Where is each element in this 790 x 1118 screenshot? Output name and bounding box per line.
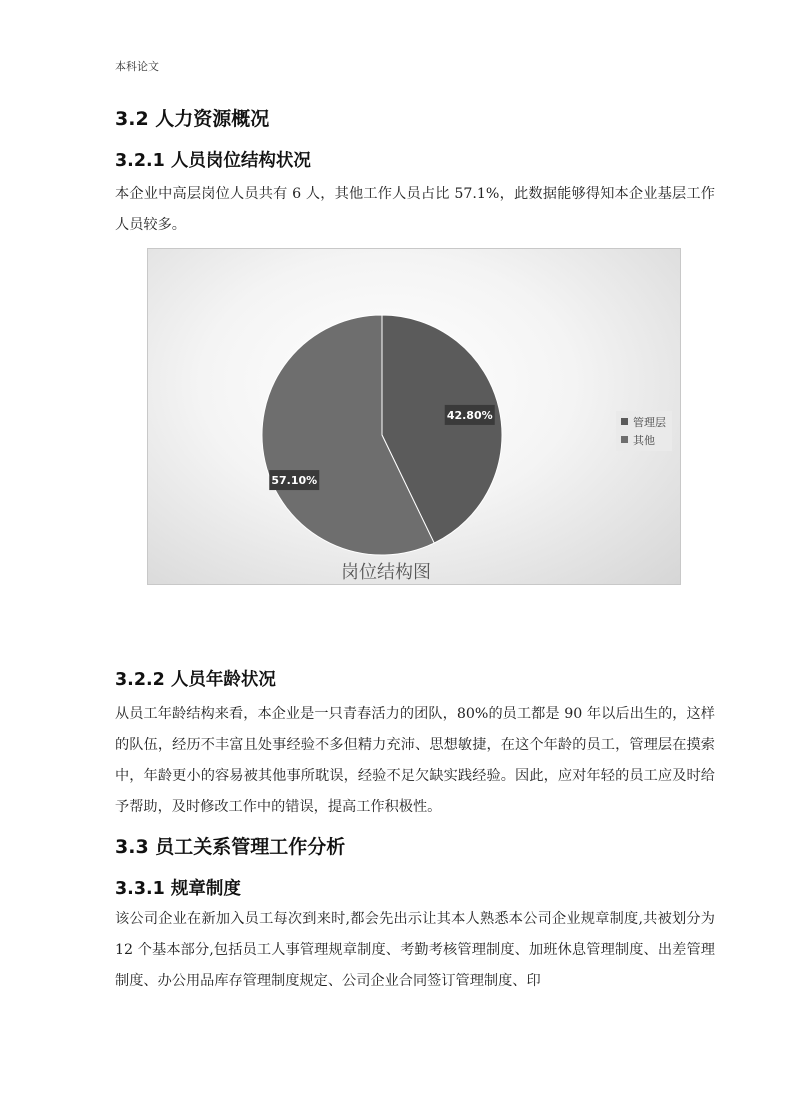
pie-chart-svg	[148, 249, 682, 586]
legend-swatch	[621, 418, 628, 425]
running-header: 本科论文	[115, 60, 159, 73]
pie-data-label	[269, 470, 319, 490]
section-heading-3-3-1: 3.3.1 规章制度	[115, 879, 241, 899]
data-label-text: 42.80%	[446, 408, 493, 422]
chart-title: 岗位结构图	[341, 562, 431, 583]
legend-label: 管理层	[633, 416, 666, 429]
pie-data-label	[445, 405, 495, 425]
legend-swatch	[621, 436, 628, 443]
pie-slices	[262, 315, 502, 555]
paragraph-3-2-1: 本企业中高层岗位人员共有 6 人，其他工作人员占比 57.1%，此数据能够得知本企业基层工作人员较多。	[115, 186, 715, 233]
pie-chart	[147, 248, 681, 585]
data-label-text: 57.10%	[271, 474, 318, 488]
chart-legend	[616, 411, 672, 451]
section-heading-3-3: 3.3 员工关系管理工作分析	[115, 836, 346, 858]
section-heading-3-2: 3.2 人力资源概况	[115, 108, 270, 130]
section-heading-3-2-2: 3.2.2 人员年龄状况	[115, 670, 276, 690]
legend-label: 其他	[633, 434, 655, 447]
section-heading-3-2-1: 3.2.1 人员岗位结构状况	[115, 151, 311, 171]
paragraph-3-2-2: 从员工年龄结构来看，本企业是一只青春活力的团队，80%的员工都是 90 年以后出生的，这样的队伍，经历不丰富且处事经验不多但精力充沛、思想敏捷，在这个年龄的员工，管理层在摸索中，年龄更小的容易被其他事所耽误，经验不足欠缺实践经验。因此，应对年轻的员工应及时给予帮助，及时修改工作中的错误，提高工作积极性。	[115, 706, 715, 815]
paragraph-3-3-1: 该公司企业在新加入员工每次到来时,都会先出示让其本人熟悉本公司企业规章制度,共被划分为 12 个基本部分,包括员工人事管理规章制度、考勤考核管理制度、加班休息管理制度、出差管理制度、办公用品库存管理制度规定、公司企业合同签订管理制度、印	[115, 911, 715, 989]
